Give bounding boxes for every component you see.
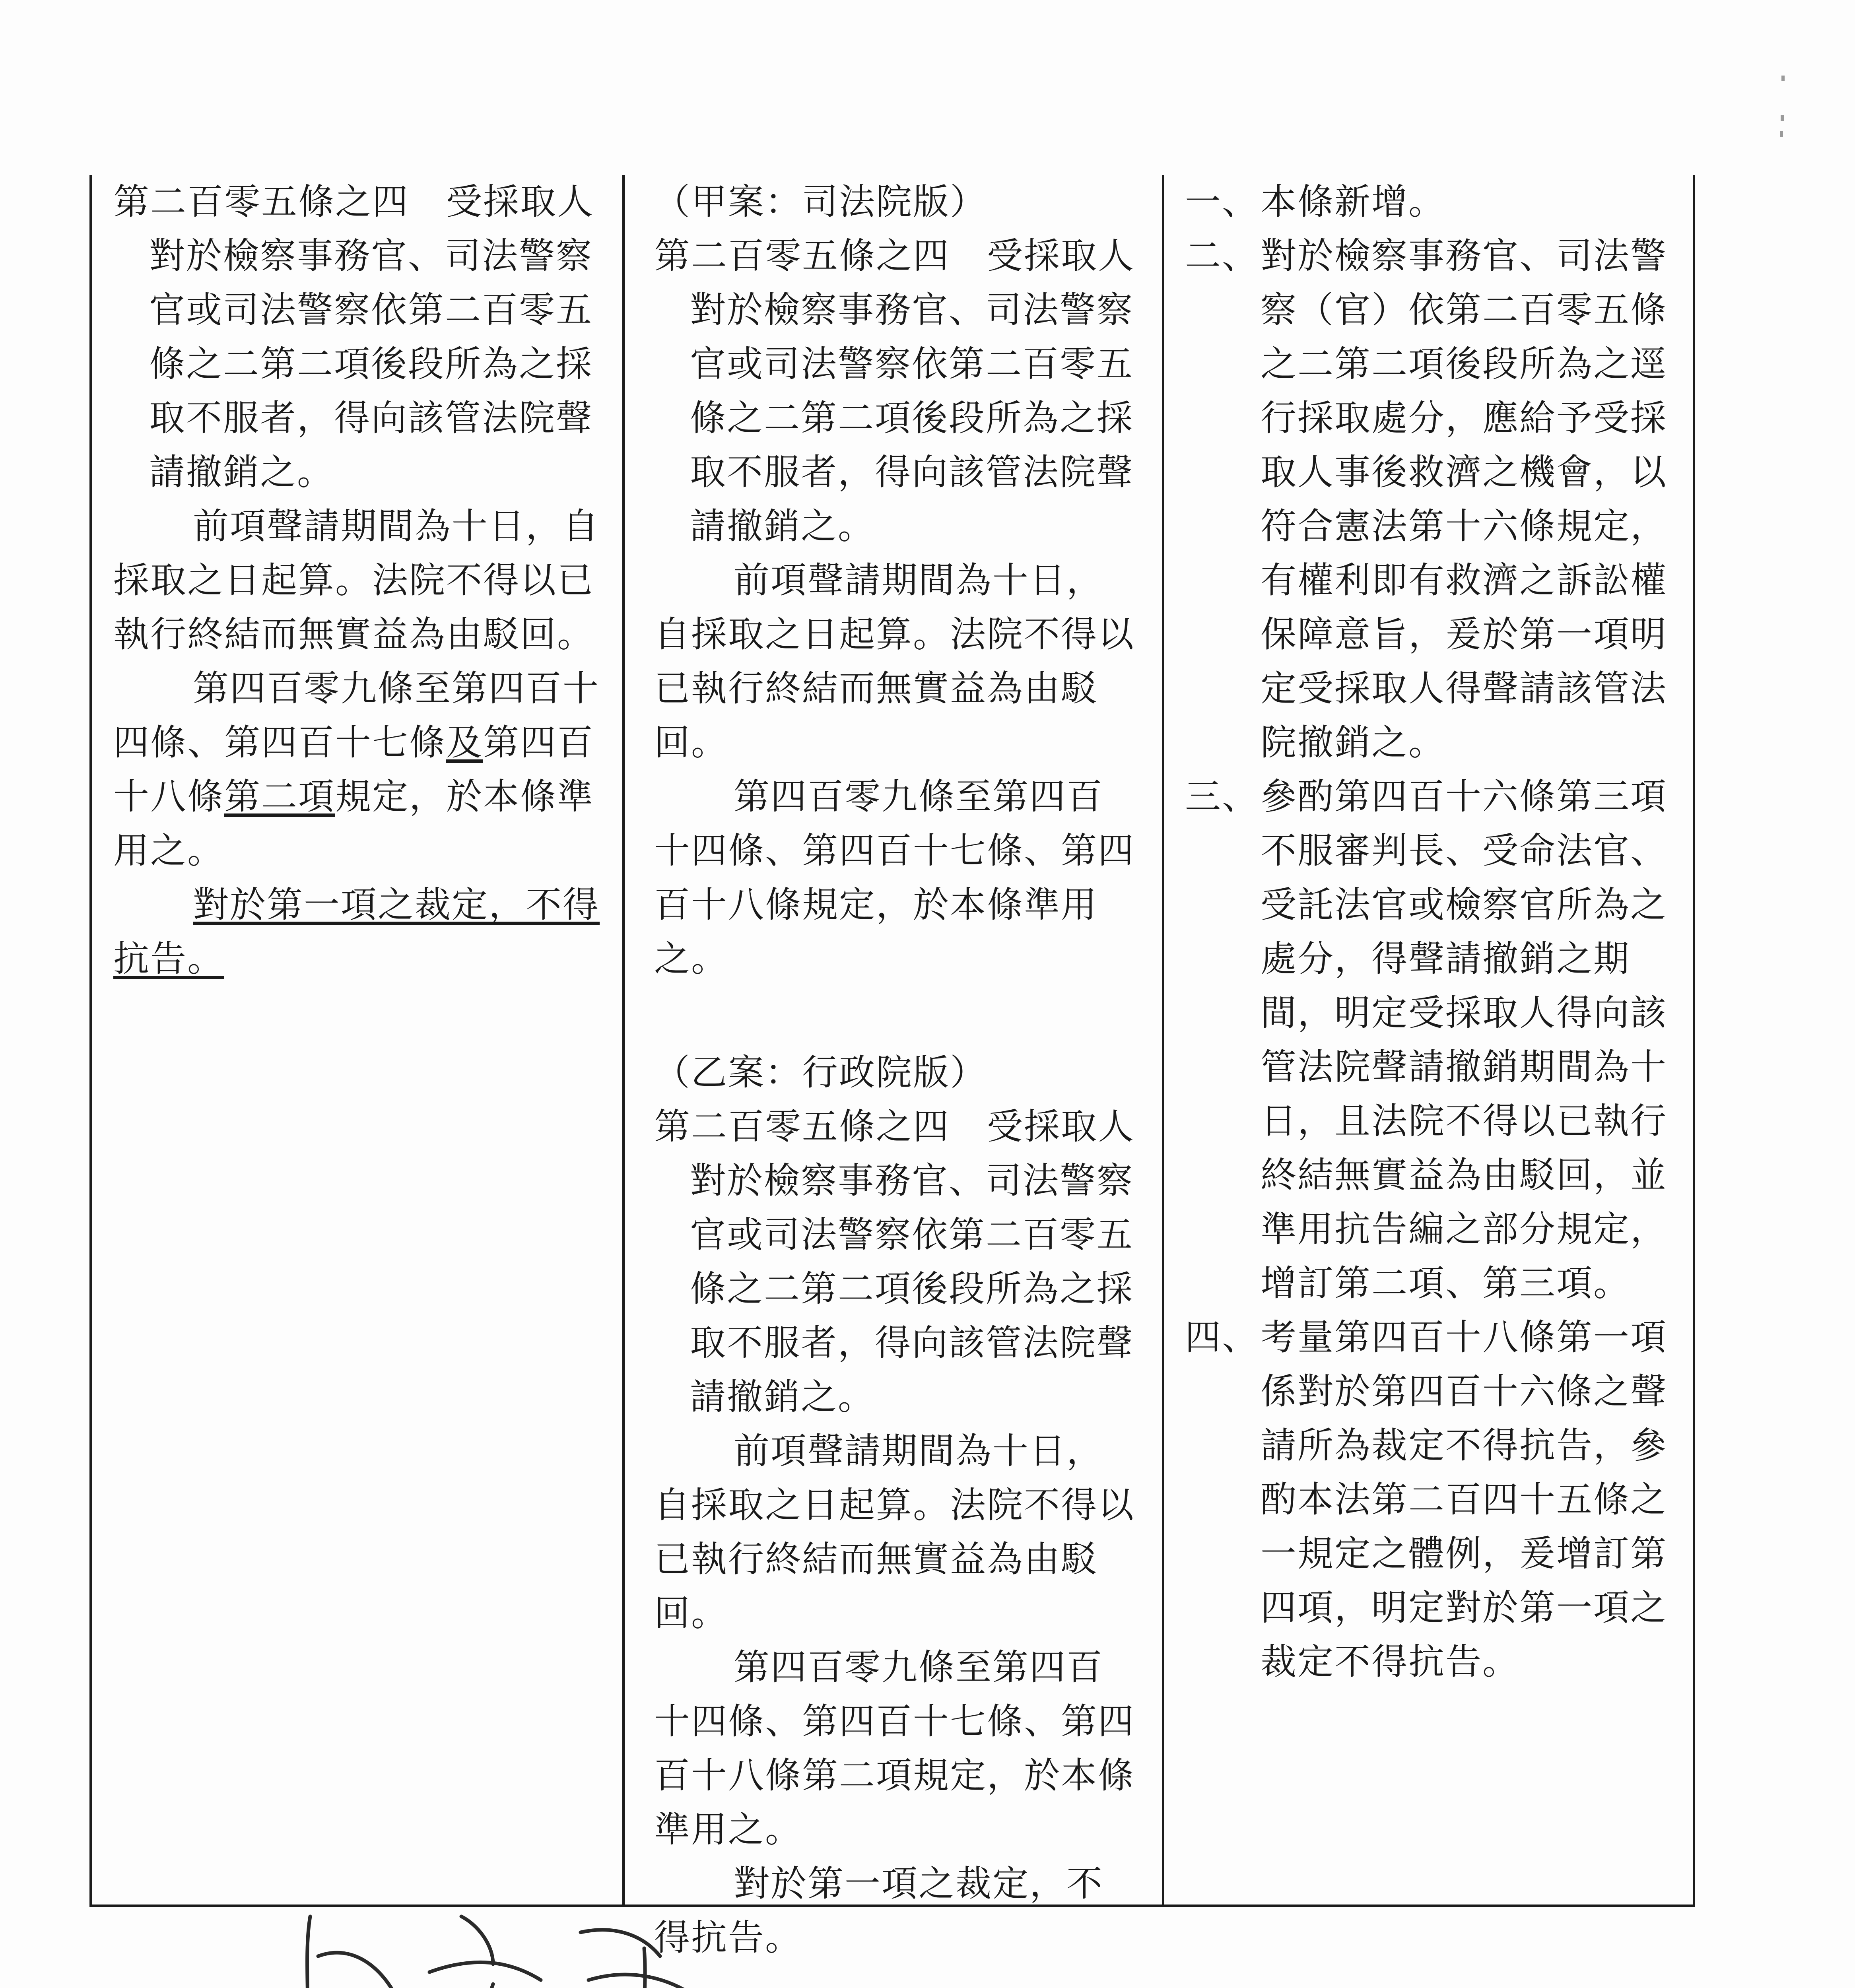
paragraph: 第四百零九條至第四百十四條、第四百十七條及第四百十八條第二項規定，於本條準用之。 (113, 668, 600, 872)
table-border-right (1693, 175, 1695, 1907)
paragraph: 對於第一項之裁定，不得抗告。 (113, 884, 600, 980)
scan-speck (1781, 76, 1785, 81)
explanation-item: 一、 本條新增。 (1185, 181, 1445, 223)
paragraph: 第四百零九條至第四百十四條、第四百十七條、第四百十八條第二項規定，於本條準用之。 (654, 1646, 1135, 1850)
explanation-column (1185, 175, 1676, 1689)
scan-speck (1780, 131, 1783, 137)
column-divider (622, 175, 625, 1907)
case-a-article: 第二百零五條之四 受採取人對於檢察事務官、司法警察官或司法警察依第二百零五條之二第二項後段所為之採取不服者，得向該管法院聲請撤銷之。 (654, 235, 1135, 547)
column-divider (1162, 175, 1164, 1907)
paragraph: 對於第一項之裁定，不得抗告。 (654, 1863, 1103, 1959)
paragraph: 前項聲請期間為十日，自採取之日起算。法院不得以已執行終結而無實益為由駁回。 (113, 505, 600, 655)
explanation-item: 三、 參酌第四百十六條第三項不服審判長、受命法官、受託法官或檢察官所為之處分，得聲請撤銷之期間，明定受採取人得向該管法院聲請撤銷期間為十日，且法院不得以已執行終結無實益為由駁回，並準用抗告編之部分規定，增訂第二項、第三項。 (1185, 776, 1667, 1304)
proposer-label (95, 1984, 283, 1988)
explanation-item: 二、 對於檢察事務官、司法警察（官）依第二百零五條之二第二項後段所為之逕行採取處分，應給予受採取人事後救濟之機會，以符合憲法第十六條規定，有權利即有救濟之訴訟權保障意旨，爰於第一項明定受採取人得聲請該管法院撤銷之。 (1185, 235, 1667, 763)
case-b-title: （乙案：行政院版） (654, 1052, 987, 1093)
explanation-item: 四、 考量第四百十八條第一項係對於第四百十六條之聲請所為裁定不得抗告，參酌本法第二百四十五條之一規定之體例，爰增訂第四項，明定對於第一項之裁定不得抗告。 (1185, 1316, 1667, 1683)
paragraph: 前項聲請期間為十日，自採取之日起算。法院不得以已執行終結而無實益為由駁回。 (654, 559, 1135, 763)
case-a-title: （甲案：司法院版） (654, 181, 987, 223)
proposer-signature-image (286, 1901, 744, 1988)
proposed-article-column (113, 175, 602, 986)
case-b-article: 第二百零五條之四 受採取人對於檢察事務官、司法警察官或司法警察依第二百零五條之二第二項後段所為之採取不服者，得向該管法院聲請撤銷之。 (654, 1106, 1135, 1418)
comparison-table (89, 175, 1695, 1959)
paragraph: 前項聲請期間為十日，自採取之日起算。法院不得以已執行終結而無實益為由駁回。 (654, 1430, 1135, 1634)
reference-versions-column (654, 175, 1137, 1965)
table-border-left (89, 175, 92, 1907)
article-text: 第二百零五條之四 受採取人對於檢察事務官、司法警察官或司法警察依第二百零五條之二第二項後段所為之採取不服者，得向該管法院聲請撤銷之。 (113, 181, 594, 493)
paragraph: 第四百零九條至第四百十四條、第四百十七條、第四百十八條規定，於本條準用之。 (654, 776, 1135, 980)
scan-speck (1781, 115, 1784, 121)
